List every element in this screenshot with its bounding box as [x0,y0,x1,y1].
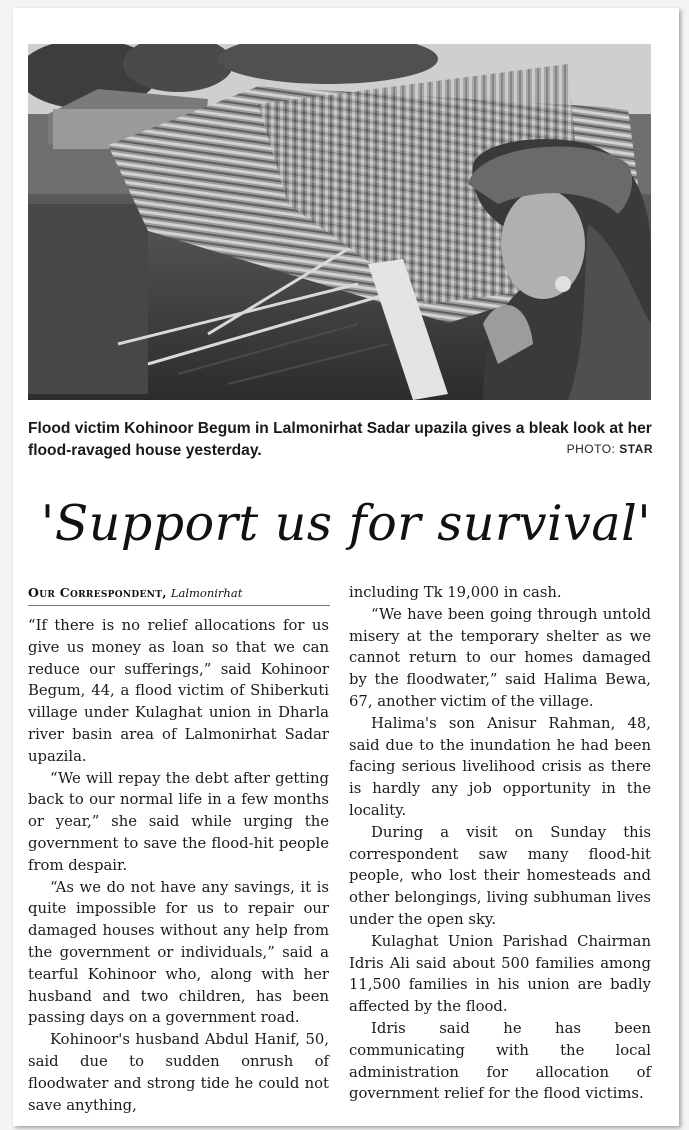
news-photo [28,44,651,400]
byline-name: Our Correspondent, [28,585,167,600]
byline [28,584,330,606]
article-column-1 [28,615,329,1116]
photo-credit-source: STAR [619,442,653,456]
headline: 'Support us for survival' [40,495,652,552]
paragraph: “We have been going through untold misery at the temporary shelter as we cannot return to our homes damaged by the floodwater,” said Halima Bewa, 67, another victim of the village. [349,605,651,710]
paragraph: Halima's son Anisur Rahman, 48, said due to the inundation he had been facing serious livelihood crisis as there is hardly any job opportunity in the locality. [349,714,651,819]
paragraph: Kohinoor's husband Abdul Hanif, 50, said due to sudden onrush of floodwater and strong tide he could not save anything, [28,1031,329,1114]
byline-location: Lalmonirhat [170,586,243,600]
paragraph: “As we do not have any savings, it is quite impossible for us to repair our damaged houses without any help from the government or individuals,” said a tearful Kohinoor who, along with her husband and two children, has been passing days on a government road. [28,878,329,1027]
photo-credit-label: PHOTO: [566,442,616,456]
newspaper-clipping [13,8,679,1126]
paragraph: “If there is no relief allocations for us give us money as loan so that we can reduce our sufferings,” said Kohinoor Begum, 44, a flood victim of Shiberkuti village under Kulaghat union in Dharla river basin area of Lalmonirhat Sadar upazila. [28,617,329,765]
photo-caption: Flood victim Kohinoor Begum in Lalmonirhat Sadar upazila gives a bleak look at her flood-ravaged house yesterday. [28,420,652,459]
paragraph: including Tk 19,000 in cash. [349,584,562,601]
paragraph: Idris said he has been communicating with the local administration for allocation of government relief for the flood victims. [349,1019,651,1103]
paragraph: During a visit on Sunday this correspondent saw many flood-hit people, who lost their homesteads and other belongings, living subhuman lives under the open sky. [349,823,651,928]
article-column-2 [349,582,651,1105]
photo-credit [567,442,653,456]
paragraph: “We will repay the debt after getting back to our normal life in a few months or year,” she said while urging the government to save the flood-hit people from despair. [28,769,329,874]
paragraph: Kulaghat Union Parishad Chairman Idris Ali said about 500 families among 11,500 families in his union are badly affected by the flood. [349,932,651,1016]
